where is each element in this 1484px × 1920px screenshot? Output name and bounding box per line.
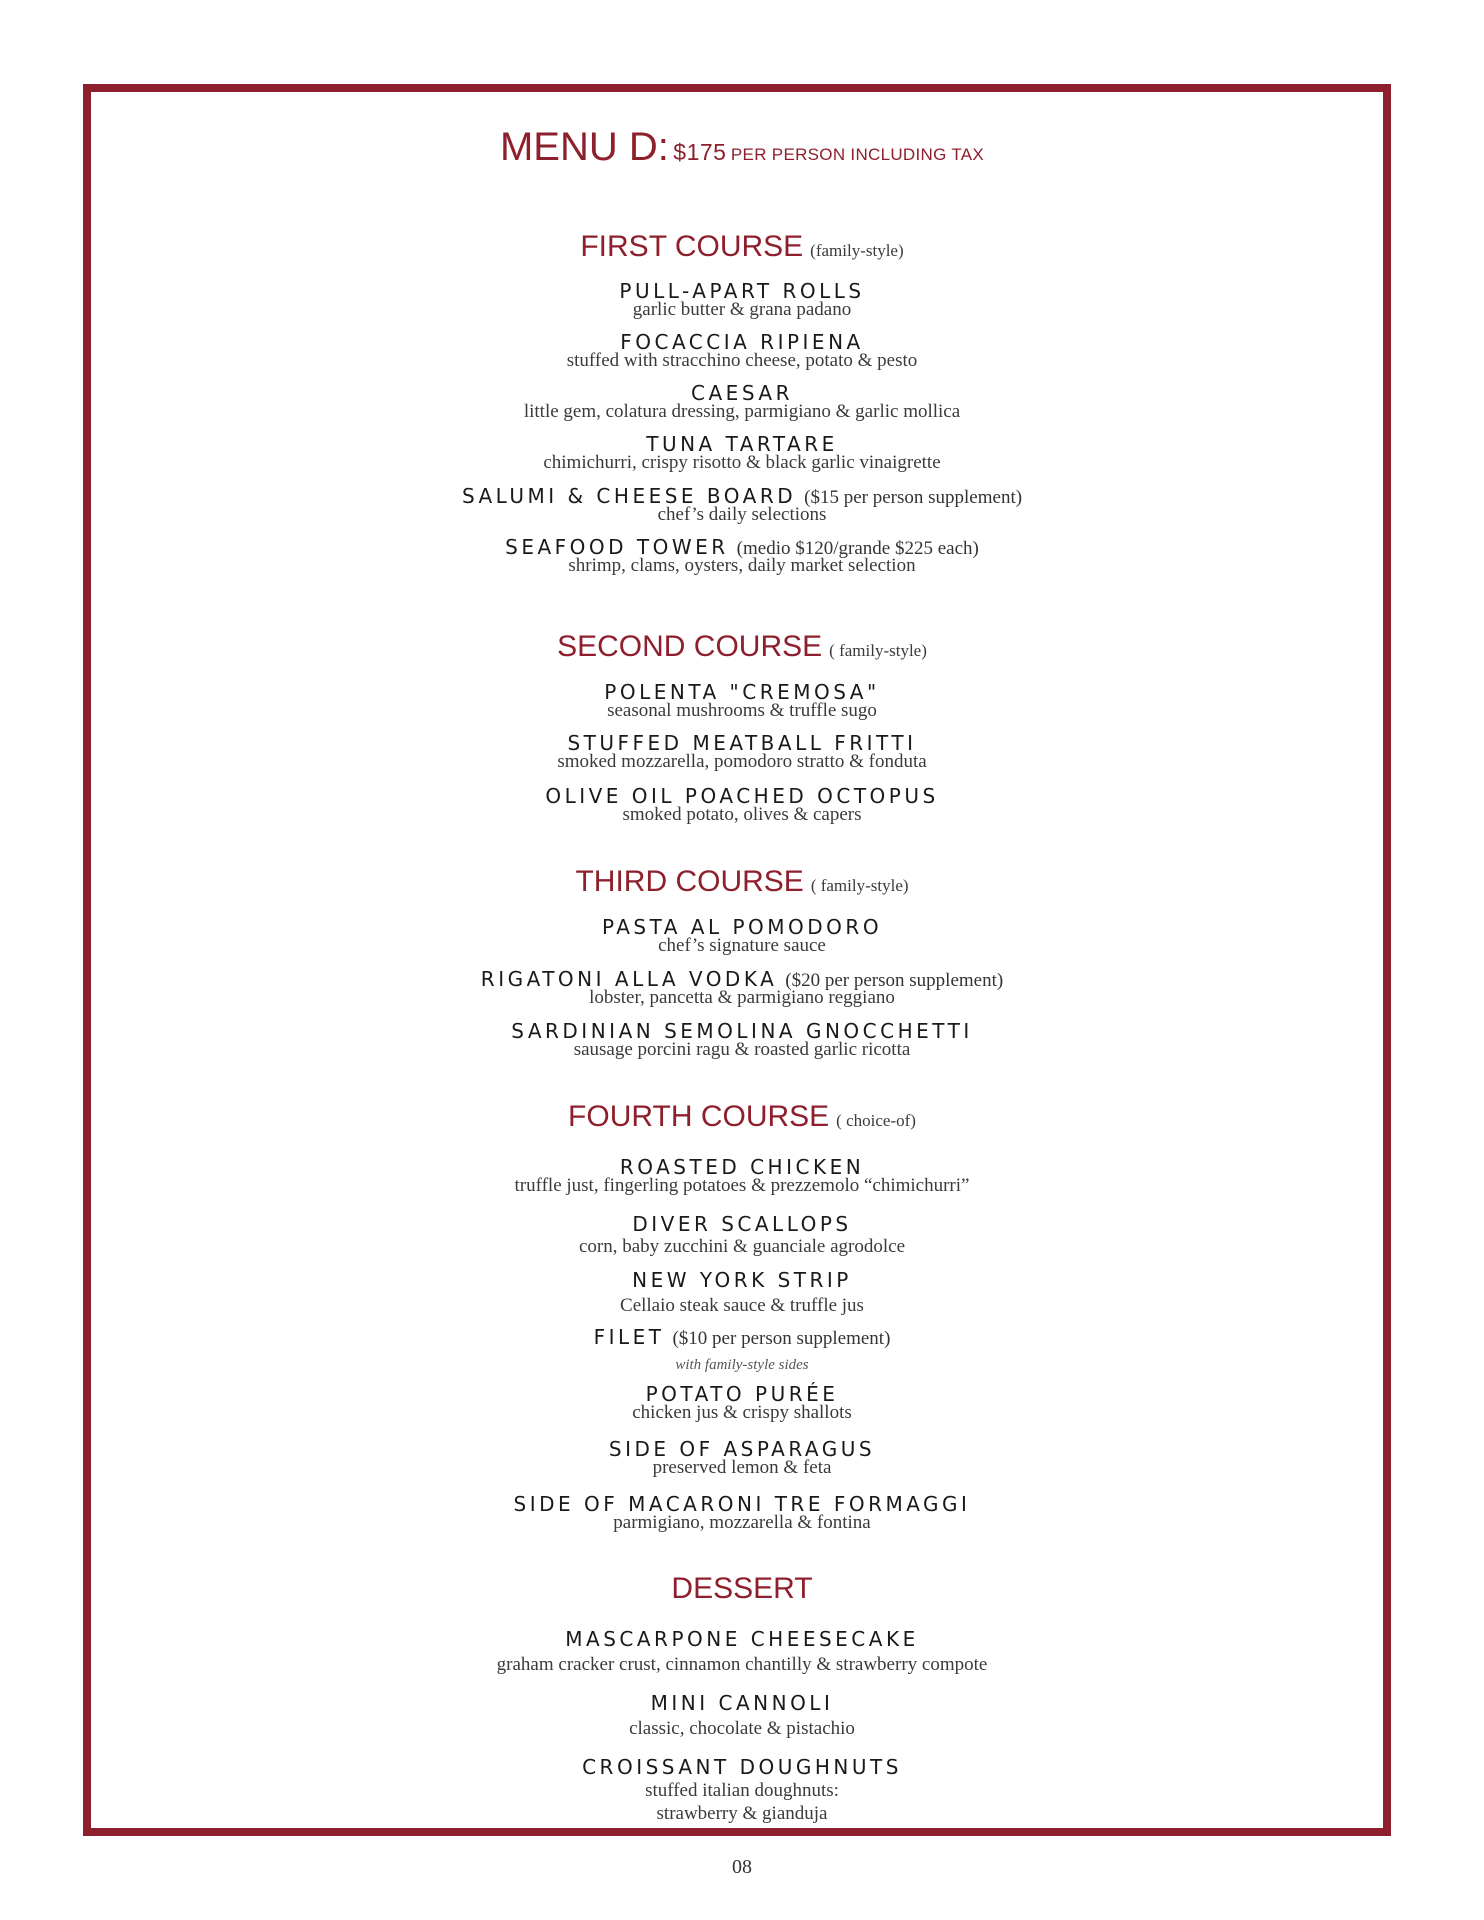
menu-item-name: STUFFED MEATBALL FRITTI xyxy=(567,731,917,755)
menu-item-name: SALUMI & CHEESE BOARD xyxy=(461,484,797,508)
fourth-course-heading xyxy=(0,1100,1484,1134)
menu-item-desc: preserved lemon & feta xyxy=(652,1457,832,1478)
menu-item-name: OLIVE OIL POACHED OCTOPUS xyxy=(545,784,939,808)
fourth-course-note: ( choice-of) xyxy=(836,1111,916,1130)
second-course-heading xyxy=(0,630,1484,664)
menu-title xyxy=(0,125,1484,170)
menu-item-name: SEAFOOD TOWER xyxy=(505,535,729,559)
menu-item-desc: stuffed with stracchino cheese, potato & pesto xyxy=(566,350,918,371)
first-course-title: FIRST COURSE xyxy=(580,230,804,263)
menu-item-desc: graham cracker crust, cinnamon chantilly & strawberry compote xyxy=(496,1654,988,1675)
first-course-heading xyxy=(0,230,1484,264)
menu-item-name-with-supplement xyxy=(0,1325,1484,1350)
menu-item-name: MINI CANNOLI xyxy=(650,1691,834,1715)
menu-item-name: POLENTA "CREMOSA" xyxy=(604,680,880,704)
menu-item-supplement: (medio $120/grande $225 each) xyxy=(736,538,979,559)
fourth-course-title: FOURTH COURSE xyxy=(568,1100,830,1133)
menu-item-desc: chef’s signature sauce xyxy=(658,935,826,956)
menu-item-name: FILET xyxy=(593,1325,665,1349)
menu-item-desc: garlic butter & grana padano xyxy=(632,299,852,320)
third-course-title: THIRD COURSE xyxy=(575,865,804,898)
menu-label: MENU D: xyxy=(499,125,669,169)
second-course-title: SECOND COURSE xyxy=(557,630,823,663)
menu-item-name: RIGATONI ALLA VODKA xyxy=(480,967,778,991)
menu-price-note: PER PERSON INCLUDING TAX xyxy=(730,145,985,164)
menu-item-desc: classic, chocolate & pistachio xyxy=(629,1718,855,1739)
menu-item-name: MASCARPONE CHEESECAKE xyxy=(565,1627,919,1651)
menu-item-name: PULL-APART ROLLS xyxy=(619,279,865,303)
menu-item-desc: sausage porcini ragu & roasted garlic ricotta xyxy=(573,1039,911,1060)
menu-item-supplement: ($10 per person supplement) xyxy=(672,1328,891,1349)
menu-item-name: CAESAR xyxy=(691,381,793,405)
menu-item-desc: chimichurri, crispy risotto & black garlic vinaigrette xyxy=(543,452,941,473)
menu-item-name: SIDE OF ASPARAGUS xyxy=(608,1437,876,1461)
menu-item-desc: truffle just, fingerling potatoes & prezzemolo “chimichurri” xyxy=(514,1175,970,1196)
sides-note: with family-style sides xyxy=(675,1357,809,1373)
menu-item-name: ROASTED CHICKEN xyxy=(619,1155,865,1179)
menu-price: $175 xyxy=(673,139,727,165)
menu-item-supplement: ($15 per person supplement) xyxy=(804,487,1023,508)
menu-item-supplement: ($20 per person supplement) xyxy=(785,970,1004,991)
menu-item-name: NEW YORK STRIP xyxy=(632,1268,852,1292)
menu-item-desc: strawberry & gianduja xyxy=(656,1803,828,1824)
menu-item-desc: lobster, pancetta & parmigiano reggiano xyxy=(589,987,895,1008)
menu-item-desc: Cellaio steak sauce & truffle jus xyxy=(620,1295,864,1316)
menu-item-name: TUNA TARTARE xyxy=(646,432,838,456)
menu-item-desc: seasonal mushrooms & truffle sugo xyxy=(607,700,877,721)
menu-item-desc: smoked potato, olives & capers xyxy=(622,804,862,825)
second-course-note: ( family-style) xyxy=(829,641,927,660)
third-course-heading xyxy=(0,865,1484,899)
menu-item-name: PASTA AL POMODORO xyxy=(601,915,883,939)
menu-item-name: SARDINIAN SEMOLINA GNOCCHETTI xyxy=(511,1019,973,1043)
menu-item-desc: chicken jus & crispy shallots xyxy=(632,1402,852,1423)
third-course-note: ( family-style) xyxy=(810,876,909,895)
menu-item-desc: little gem, colatura dressing, parmigiano & garlic mollica xyxy=(523,401,961,422)
menu-item-desc: shrimp, clams, oysters, daily market selection xyxy=(568,555,916,576)
menu-item-desc: corn, baby zucchini & guanciale agrodolce xyxy=(578,1236,906,1257)
menu-item-name: POTATO PURÉE xyxy=(645,1382,839,1406)
menu-item-name: SIDE OF MACARONI TRE FORMAGGI xyxy=(513,1492,971,1516)
menu-item-name: FOCACCIA RIPIENA xyxy=(620,330,864,354)
menu-item-name: DIVER SCALLOPS xyxy=(632,1212,852,1236)
dessert-title: DESSERT xyxy=(671,1572,813,1605)
first-course-note: (family-style) xyxy=(810,241,904,260)
menu-item-name: CROISSANT DOUGHNUTS xyxy=(582,1755,902,1779)
menu-item-desc: smoked mozzarella, pomodoro stratto & fonduta xyxy=(557,751,927,772)
menu-item-desc: parmigiano, mozzarella & fontina xyxy=(613,1512,871,1533)
menu-item-desc: stuffed italian doughnuts: xyxy=(645,1780,839,1801)
menu-item-desc: chef’s daily selections xyxy=(657,504,827,525)
dessert-heading xyxy=(0,1572,1484,1606)
page-number: 08 xyxy=(732,1856,752,1878)
